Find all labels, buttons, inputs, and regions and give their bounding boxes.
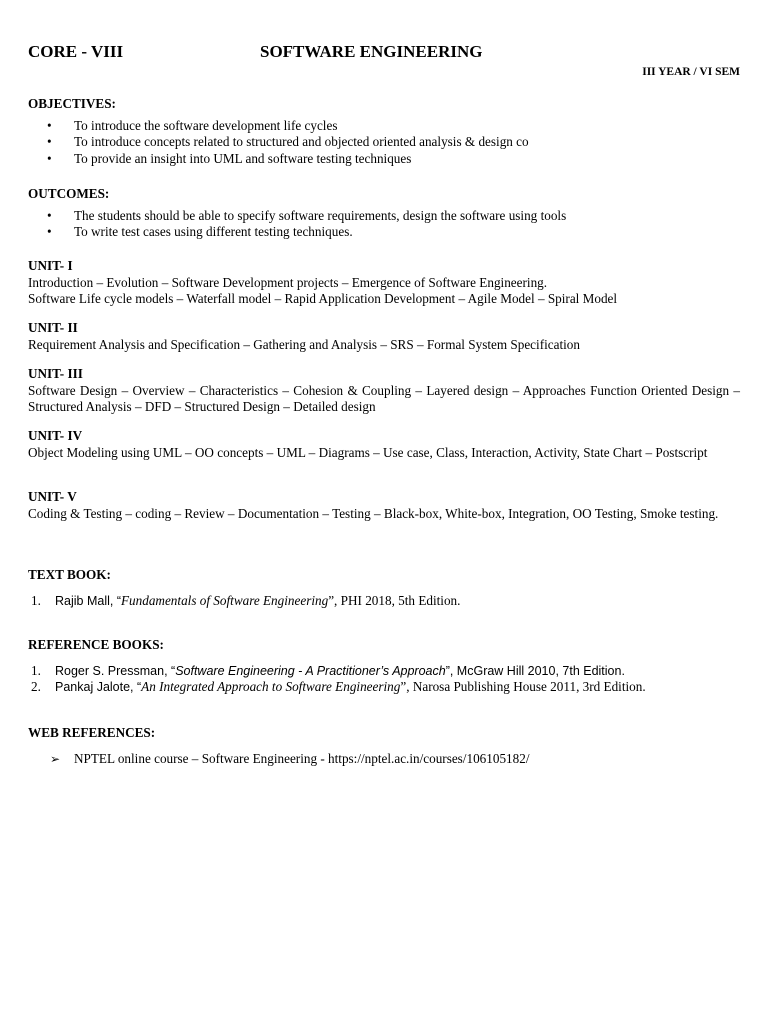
bullet-icon: • <box>47 207 52 223</box>
list-item: • The students should be able to specify software requirements, design the software using tools <box>47 207 567 223</box>
year-sem-label: III YEAR / VI SEM <box>642 66 740 78</box>
unit-1-section <box>28 258 740 308</box>
unit-heading: UNIT- I <box>28 258 73 273</box>
subject-title: SOFTWARE ENGINEERING <box>260 42 483 61</box>
web-references-section <box>28 725 740 767</box>
reference-books-heading: REFERENCE BOOKS: <box>28 637 164 652</box>
unit-3-section <box>28 366 740 416</box>
objectives-heading: OBJECTIVES: <box>28 96 116 111</box>
bullet-icon: • <box>47 117 52 133</box>
bullet-icon: • <box>47 224 52 239</box>
objectives-section <box>28 96 740 167</box>
bullet-icon: • <box>47 150 52 166</box>
text-book-heading: TEXT BOOK: <box>28 567 111 582</box>
web-references-heading: WEB REFERENCES: <box>28 725 156 740</box>
text-book-list <box>28 593 740 610</box>
unit-2-section <box>28 320 740 353</box>
outcomes-heading: OUTCOMES: <box>28 186 110 201</box>
list-item: 2. Pankaj Jalote, “An Integrated Approach to Software Engineering”, Narosa Publishing House 2011, 3rd Edition. <box>31 679 646 694</box>
list-item: • To introduce the software development life cycles <box>47 117 338 133</box>
unit-text: Requirement Analysis and Specification – Gathering and Analysis – SRS – Formal System Specification <box>28 336 580 352</box>
objectives-list <box>28 118 740 168</box>
list-item: • To provide an insight into UML and software testing techniques <box>47 150 412 166</box>
outcomes-section <box>28 186 740 241</box>
unit-heading: UNIT- V <box>28 489 77 504</box>
outcomes-list <box>28 208 740 241</box>
list-item: • To write test cases using different testing techniques. <box>47 224 353 239</box>
unit-5-section <box>28 489 740 522</box>
arrow-bullet-icon: ➢ <box>50 751 61 766</box>
unit-heading: UNIT- II <box>28 320 78 335</box>
unit-text: Coding & Testing – coding – Review – Documentation – Testing – Black-box, White-box, Integration, OO Testing, Smoke testing. <box>28 505 719 521</box>
unit-text: Software Life cycle models – Waterfall model – Rapid Application Development – Agile Model – Spiral Model <box>28 291 618 306</box>
unit-text: Object Modeling using UML – OO concepts – UML – Diagrams – Use case, Class, Interaction, Activity, State Chart – Postscript <box>28 444 708 460</box>
reference-books-section <box>28 637 740 696</box>
list-item: 1. Rajib Mall, “Fundamentals of Software Engineering”, PHI 2018, 5th Edition. <box>31 592 461 608</box>
list-item: 1. Roger S. Pressman, “Software Engineering - A Practitioner’s Approach”, McGraw Hill 2010, 7th Edition. <box>31 662 625 678</box>
core-label: CORE - VIII <box>28 42 124 61</box>
unit-text: Introduction – Evolution – Software Development projects – Emergence of Software Engineering. <box>28 274 548 290</box>
bullet-icon: • <box>47 134 52 149</box>
unit-heading: UNIT- IV <box>28 428 83 443</box>
text-book-section <box>28 567 740 609</box>
unit-heading: UNIT- III <box>28 366 83 381</box>
reference-books-list <box>28 663 740 696</box>
title-row <box>28 42 740 78</box>
unit-4-section <box>28 428 740 461</box>
list-item: ➢ NPTEL online course – Software Engineering - https://nptel.ac.in/courses/106105182/ <box>50 750 530 766</box>
list-item: • To introduce concepts related to structured and objected oriented analysis & design co <box>47 134 529 149</box>
unit-text: Software Design – Overview – Characteristics – Cohesion & Coupling – Layered design – Approaches Function Oriented Design – Structured Analysis – DFD – Structured Design – Detailed design <box>28 382 740 414</box>
